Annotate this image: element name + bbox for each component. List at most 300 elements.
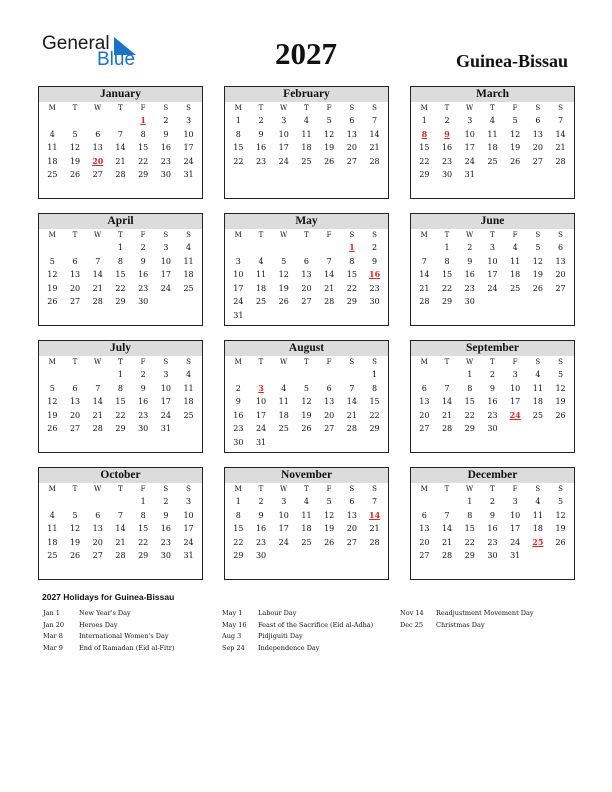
month-november (224, 467, 389, 580)
weekday-label: S (372, 231, 378, 239)
holiday-entry (400, 608, 534, 620)
weekday-label: T (304, 358, 309, 366)
day-cell: 30 (487, 424, 498, 434)
day-cell: 10 (160, 256, 171, 266)
day-cell: 11 (301, 510, 312, 520)
day-cell: 18 (301, 143, 312, 153)
empty-day-cell (41, 114, 64, 128)
day-cell: 26 (301, 424, 312, 434)
day-cell: 7 (558, 116, 564, 125)
day-cell: 9 (163, 510, 169, 520)
weekday-label: M (420, 485, 429, 493)
day-cell: 19 (555, 397, 566, 407)
day-cell: 26 (532, 283, 543, 293)
day-cell: 24 (278, 537, 289, 547)
day-cell: 19 (47, 410, 58, 420)
day-cell: 5 (558, 370, 564, 379)
day-cell: 19 (510, 143, 521, 153)
day-cell: 23 (255, 156, 267, 166)
empty-day-cell (318, 241, 341, 255)
weekday-label: M (234, 358, 243, 366)
day-cell: 6 (303, 256, 309, 266)
day-cell: 25 (510, 283, 521, 293)
month-title: March (411, 87, 574, 102)
days-grid (39, 114, 202, 182)
day-cell: 21 (441, 537, 453, 547)
day-cell: 19 (324, 524, 335, 534)
day-cell: 3 (512, 497, 518, 506)
holiday-date: Nov 14 (400, 609, 424, 617)
day-cell: 24 (233, 297, 244, 307)
day-cell: 19 (532, 270, 543, 280)
day-cell: 4 (303, 116, 309, 125)
weekday-label: W (94, 485, 102, 493)
holiday-name: International Women's Day (79, 632, 169, 640)
day-cell: 26 (324, 156, 335, 166)
day-cell: 20 (69, 283, 81, 293)
day-cell: 18 (255, 283, 267, 293)
day-cell: 7 (372, 497, 378, 506)
weekday-label: M (48, 358, 57, 366)
calendar-year: 2027 (275, 36, 337, 71)
day-cell: 4 (186, 243, 192, 252)
weekday-header (411, 356, 574, 368)
day-cell: 11 (487, 129, 498, 139)
month-title: November (225, 468, 388, 483)
holiday-day-cell: 16 (369, 269, 381, 280)
weekday-label: T (490, 104, 495, 112)
day-cell: 6 (535, 116, 541, 125)
weekday-header (411, 102, 574, 114)
weekday-label: T (72, 485, 78, 493)
day-cell: 27 (69, 424, 81, 434)
holiday-name: Independence Day (258, 643, 320, 652)
day-cell: 3 (467, 116, 473, 125)
day-cell: 3 (489, 243, 495, 252)
weekday-label: W (94, 231, 102, 239)
day-cell: 10 (233, 270, 244, 280)
day-cell: 5 (512, 116, 518, 125)
day-cell: 19 (69, 156, 81, 166)
day-cell: 25 (255, 297, 267, 307)
weekday-label: S (535, 358, 541, 366)
month-april (38, 213, 203, 326)
day-cell: 22 (346, 283, 357, 293)
day-cell: 15 (115, 397, 126, 407)
day-cell: 19 (324, 143, 335, 153)
weekday-label: M (234, 485, 243, 493)
day-cell: 10 (278, 129, 289, 139)
day-cell: 4 (186, 370, 192, 379)
day-cell: 3 (281, 116, 287, 125)
day-cell: 20 (555, 270, 566, 280)
day-cell: 6 (421, 510, 427, 520)
day-cell: 7 (117, 510, 123, 520)
holiday-entry (43, 631, 174, 643)
weekday-label: T (72, 358, 78, 366)
day-cell: 11 (510, 256, 521, 266)
weekday-label: T (444, 231, 450, 239)
weekday-header (39, 102, 202, 114)
day-cell: 5 (558, 497, 564, 506)
day-cell: 31 (183, 170, 194, 180)
day-cell: 15 (464, 524, 475, 534)
day-cell: 23 (138, 283, 149, 293)
day-cell: 6 (349, 497, 355, 506)
day-cell: 9 (258, 510, 264, 520)
empty-day-cell (295, 368, 318, 382)
day-cell: 1 (467, 497, 473, 506)
day-cell: 13 (346, 129, 357, 139)
weekday-header (411, 483, 574, 495)
day-cell: 27 (92, 170, 103, 180)
day-cell: 6 (72, 383, 78, 393)
days-grid (411, 241, 574, 309)
day-cell: 5 (281, 256, 287, 266)
day-cell: 8 (372, 383, 378, 393)
day-cell: 6 (349, 116, 355, 125)
day-cell: 6 (95, 510, 101, 520)
weekday-label: S (349, 358, 355, 366)
day-cell: 25 (301, 537, 312, 547)
days-grid (225, 368, 388, 450)
day-cell: 14 (92, 397, 103, 407)
holiday-day-cell: 8 (421, 128, 428, 139)
month-may (224, 213, 389, 326)
days-grid (39, 241, 202, 309)
weekday-label: S (349, 104, 355, 112)
month-title: June (411, 214, 574, 229)
empty-day-cell (86, 495, 109, 509)
holiday-name: Labour Day (258, 609, 297, 617)
holiday-day-cell: 3 (258, 382, 264, 393)
weekday-label: M (420, 231, 429, 239)
day-cell: 29 (115, 297, 126, 307)
day-cell: 26 (555, 537, 566, 547)
day-cell: 28 (441, 424, 453, 434)
empty-day-cell (436, 368, 459, 382)
weekday-label: T (258, 231, 264, 239)
empty-day-cell (41, 241, 64, 255)
weekday-label: M (48, 104, 57, 112)
day-cell: 3 (235, 256, 241, 266)
day-cell: 16 (233, 410, 244, 420)
day-cell: 4 (489, 116, 495, 125)
day-cell: 10 (510, 383, 521, 393)
day-cell: 1 (372, 370, 378, 379)
weekday-label: W (94, 358, 102, 366)
day-cell: 6 (95, 129, 101, 139)
day-cell: 16 (138, 397, 149, 407)
weekday-header (225, 483, 388, 495)
day-cell: 10 (510, 510, 521, 520)
day-cell: 9 (489, 383, 495, 393)
holiday-column (222, 608, 373, 654)
day-cell: 14 (441, 397, 453, 407)
day-cell: 17 (487, 270, 498, 280)
holiday-name: Pidjiguiti Day (258, 632, 303, 640)
day-cell: 22 (419, 156, 430, 166)
day-cell: 18 (301, 524, 312, 534)
weekday-label: T (258, 485, 264, 493)
day-cell: 24 (510, 537, 521, 547)
day-cell: 27 (69, 297, 81, 307)
day-cell: 12 (324, 510, 335, 520)
day-cell: 29 (138, 551, 149, 561)
day-cell: 29 (441, 297, 453, 307)
day-cell: 22 (138, 537, 149, 547)
day-cell: 13 (532, 129, 543, 139)
holiday-day-cell: 9 (444, 128, 450, 139)
holiday-name: Christmas Day (436, 620, 485, 629)
day-cell: 7 (444, 383, 450, 393)
weekday-label: S (349, 231, 355, 239)
logo-text-general: General (42, 33, 110, 54)
days-grid (39, 495, 202, 563)
day-cell: 20 (419, 537, 430, 547)
day-cell: 13 (92, 524, 103, 534)
weekday-label: S (186, 485, 192, 493)
day-cell: 22 (233, 156, 244, 166)
day-cell: 4 (512, 243, 518, 252)
day-cell: 28 (324, 297, 335, 307)
day-cell: 31 (183, 551, 194, 561)
day-cell: 21 (369, 143, 380, 153)
weekday-label: S (349, 485, 355, 493)
holiday-day-cell: 20 (92, 155, 104, 166)
day-cell: 25 (183, 283, 194, 293)
day-cell: 31 (233, 310, 244, 320)
weekday-label: T (444, 104, 450, 112)
day-cell: 15 (346, 270, 357, 280)
day-cell: 29 (346, 297, 357, 307)
day-cell: 21 (92, 410, 103, 420)
day-cell: 25 (487, 156, 498, 166)
weekday-label: S (186, 358, 192, 366)
day-cell: 12 (555, 510, 566, 520)
day-cell: 14 (92, 270, 103, 280)
day-cell: 7 (421, 256, 427, 266)
day-cell: 10 (487, 256, 498, 266)
day-cell: 16 (255, 143, 267, 153)
day-cell: 27 (555, 283, 566, 293)
empty-day-cell (272, 241, 295, 255)
weekday-label: T (258, 104, 264, 112)
day-cell: 25 (183, 410, 194, 420)
day-cell: 5 (326, 497, 332, 506)
day-cell: 1 (235, 116, 241, 125)
day-cell: 1 (235, 497, 241, 506)
weekday-header (225, 229, 388, 241)
day-cell: 24 (183, 156, 194, 166)
day-cell: 16 (255, 524, 267, 534)
day-cell: 4 (535, 497, 541, 506)
day-cell: 10 (183, 510, 194, 520)
month-title: May (225, 214, 388, 229)
day-cell: 16 (160, 143, 171, 153)
day-cell: 13 (346, 510, 357, 520)
day-cell: 27 (532, 156, 543, 166)
day-cell: 4 (281, 383, 287, 393)
day-cell: 22 (441, 283, 453, 293)
empty-day-cell (86, 114, 109, 128)
day-cell: 3 (163, 243, 169, 252)
day-cell: 30 (138, 424, 149, 434)
day-cell: 23 (464, 283, 475, 293)
day-cell: 27 (92, 551, 103, 561)
day-cell: 29 (369, 424, 380, 434)
day-cell: 27 (346, 156, 357, 166)
weekday-label: T (490, 358, 495, 366)
day-cell: 6 (558, 243, 564, 252)
day-cell: 1 (140, 497, 146, 506)
day-cell: 2 (235, 383, 241, 393)
holiday-name: New Year's Day (79, 609, 131, 617)
empty-day-cell (250, 368, 273, 382)
weekday-label: F (140, 358, 146, 366)
weekday-label: F (140, 104, 146, 112)
weekday-label: T (118, 104, 123, 112)
weekday-label: T (304, 485, 309, 493)
day-cell: 7 (349, 383, 355, 393)
day-cell: 18 (183, 397, 194, 407)
day-cell: 17 (464, 143, 475, 153)
day-cell: 26 (510, 156, 521, 166)
weekday-label: M (420, 104, 429, 112)
weekday-label: T (118, 358, 123, 366)
day-cell: 20 (324, 410, 335, 420)
day-cell: 12 (278, 270, 289, 280)
day-cell: 28 (369, 156, 380, 166)
holiday-date: Sep 24 (222, 643, 245, 652)
weekday-label: W (94, 104, 102, 112)
weekday-header (39, 229, 202, 241)
day-cell: 11 (278, 397, 289, 407)
weekday-label: W (280, 358, 288, 366)
holiday-entry (43, 620, 174, 632)
day-cell: 14 (441, 524, 453, 534)
day-cell: 3 (281, 497, 287, 506)
day-cell: 20 (419, 410, 430, 420)
weekday-label: W (466, 485, 474, 493)
day-cell: 22 (115, 283, 126, 293)
day-cell: 11 (47, 524, 58, 534)
month-january (38, 86, 203, 199)
day-cell: 21 (92, 283, 103, 293)
day-cell: 19 (69, 537, 81, 547)
day-cell: 11 (532, 510, 543, 520)
day-cell: 5 (535, 243, 541, 252)
holiday-entry (222, 608, 373, 620)
day-cell: 23 (160, 537, 171, 547)
day-cell: 9 (163, 129, 169, 139)
month-october (38, 467, 203, 580)
day-cell: 12 (47, 270, 58, 280)
day-cell: 2 (444, 116, 450, 125)
day-cell: 22 (233, 537, 244, 547)
day-cell: 20 (69, 410, 81, 420)
day-cell: 12 (555, 383, 566, 393)
weekday-header (39, 356, 202, 368)
day-cell: 21 (346, 410, 357, 420)
logo-text-blue: Blue (97, 49, 136, 70)
day-cell: 7 (444, 510, 450, 520)
empty-day-cell (295, 241, 318, 255)
day-cell: 9 (372, 256, 378, 266)
day-cell: 29 (233, 551, 244, 561)
holiday-name: End of Ramadan (Eid al-Fitr) (79, 643, 175, 652)
empty-day-cell (436, 495, 459, 509)
day-cell: 8 (444, 256, 450, 266)
day-cell: 26 (69, 170, 81, 180)
empty-day-cell (86, 368, 109, 382)
weekday-label: S (558, 358, 564, 366)
day-cell: 17 (183, 524, 194, 534)
day-cell: 6 (72, 256, 78, 266)
day-cell: 24 (278, 156, 289, 166)
day-cell: 30 (369, 297, 380, 307)
day-cell: 26 (278, 297, 289, 307)
day-cell: 14 (555, 129, 566, 139)
empty-day-cell (64, 114, 87, 128)
weekday-label: S (558, 485, 564, 493)
day-cell: 2 (489, 497, 495, 506)
day-cell: 30 (441, 170, 453, 180)
day-cell: 7 (95, 383, 101, 393)
weekday-label: F (512, 231, 518, 239)
weekday-label: T (118, 485, 123, 493)
day-cell: 4 (49, 129, 55, 139)
weekday-label: S (372, 485, 378, 493)
day-cell: 14 (115, 524, 126, 534)
weekday-label: S (186, 104, 192, 112)
holiday-day-cell: 25 (532, 536, 544, 547)
day-cell: 4 (258, 256, 264, 266)
empty-day-cell (413, 241, 436, 255)
day-cell: 13 (324, 397, 335, 407)
days-grid (39, 368, 202, 436)
weekday-label: T (304, 104, 309, 112)
day-cell: 5 (49, 256, 55, 266)
day-cell: 18 (532, 524, 543, 534)
holiday-entry (43, 643, 174, 655)
day-cell: 27 (301, 297, 312, 307)
month-february (224, 86, 389, 199)
weekday-label: T (258, 358, 264, 366)
day-cell: 22 (369, 410, 380, 420)
day-cell: 8 (467, 383, 473, 393)
day-cell: 20 (346, 524, 357, 534)
weekday-label: S (186, 231, 192, 239)
day-cell: 5 (303, 383, 309, 393)
day-cell: 30 (255, 551, 267, 561)
day-cell: 3 (163, 370, 169, 379)
day-cell: 12 (324, 129, 335, 139)
day-cell: 15 (233, 524, 244, 534)
weekday-label: W (280, 104, 288, 112)
day-cell: 4 (303, 497, 309, 506)
day-cell: 28 (369, 537, 380, 547)
weekday-label: T (118, 231, 123, 239)
weekday-label: W (466, 231, 474, 239)
day-cell: 26 (47, 424, 58, 434)
weekday-label: S (372, 358, 378, 366)
month-title: October (39, 468, 202, 483)
day-cell: 9 (258, 129, 264, 139)
day-cell: 9 (467, 256, 473, 266)
weekday-label: F (326, 485, 332, 493)
day-cell: 18 (47, 156, 58, 166)
